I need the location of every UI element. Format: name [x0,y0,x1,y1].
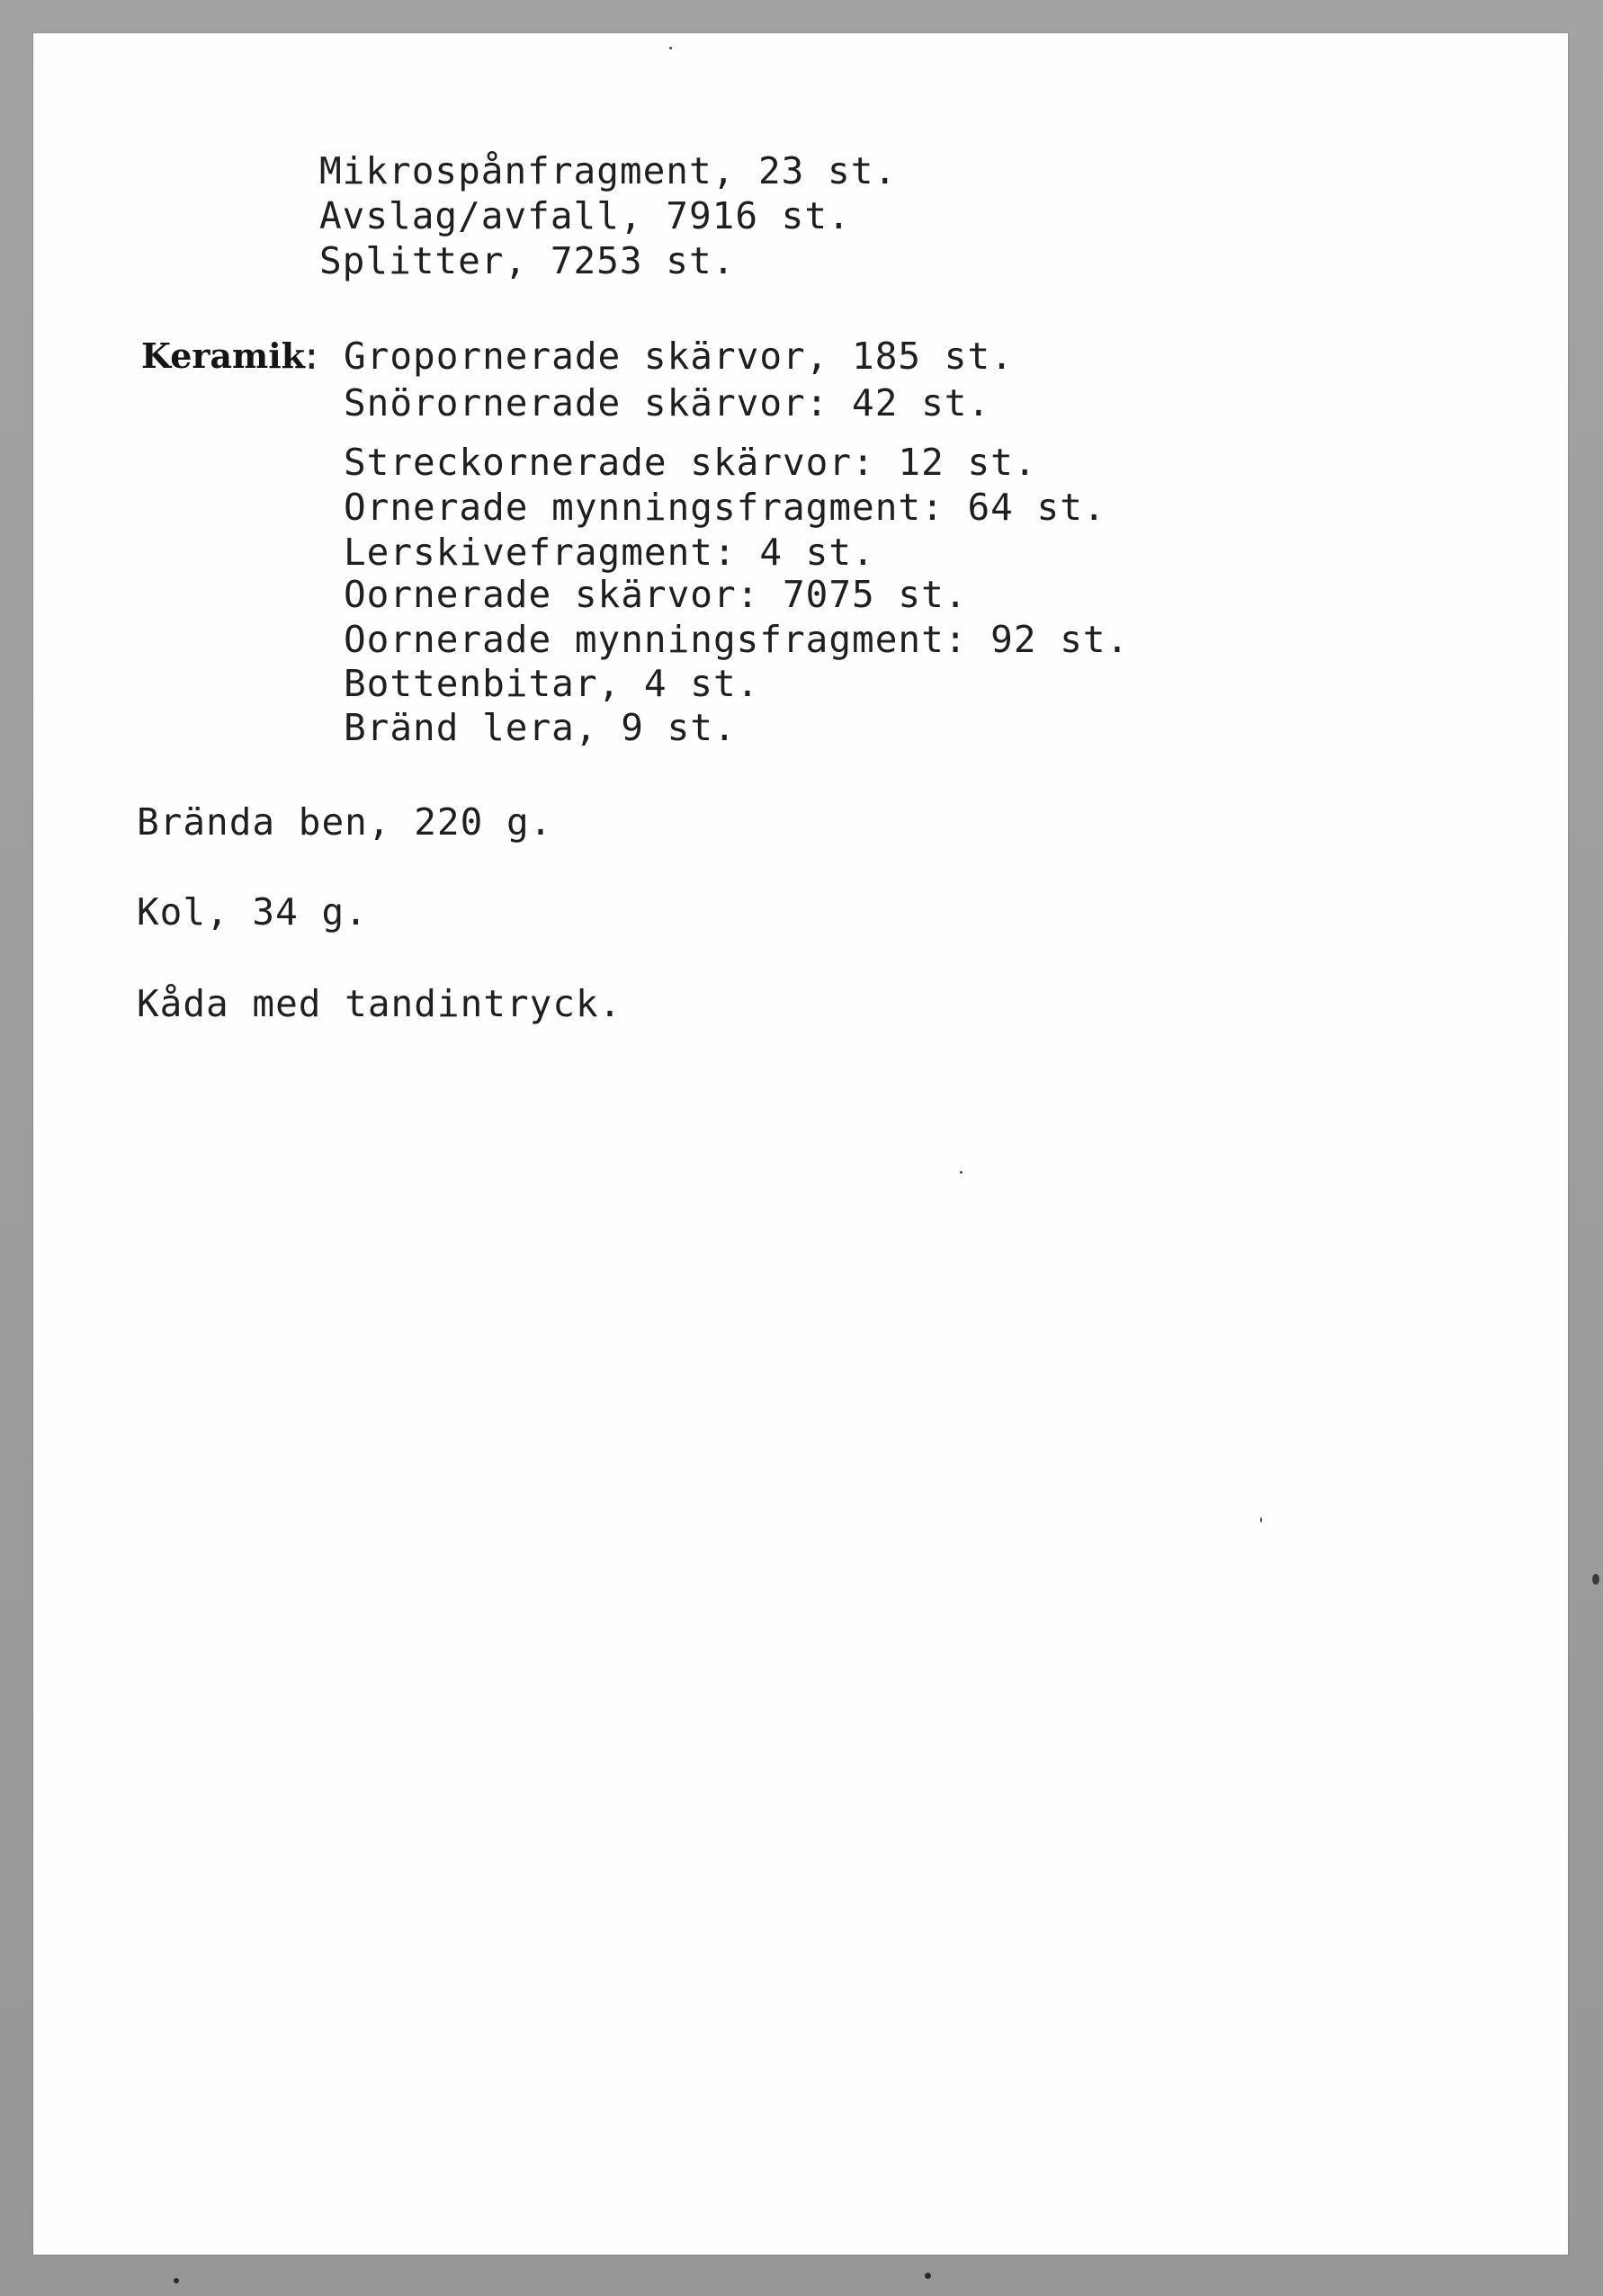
scan-speck [960,1171,963,1174]
keramik-item-ornerade-mynningsfragment: Ornerade mynningsfragment: 64 st. [344,486,1106,529]
scan-speck [174,2278,179,2283]
text-line-avslag-avfall: Avslag/avfall, 7916 st. [319,194,851,237]
text-line-kol: Kol, 34 g. [137,890,368,934]
text-line-kada: Kåda med tandintryck. [137,982,622,1025]
keramik-item-bottenbitar: Bottenbitar, 4 st. [344,662,760,705]
keramik-item-oornerade-mynningsfragment: Oornerade mynningsfragment: 92 st. [344,618,1130,661]
scan-speck [669,47,672,49]
keramik-heading-colon: : [300,335,323,378]
keramik-item-gropornerade: Gropornerade skärvor, 185 st. [344,335,1014,378]
text-line-splitter: Splitter, 7253 st. [319,239,736,282]
keramik-item-streckornerade: Streckornerade skärvor: 12 st. [344,441,1037,484]
scan-speck [1592,1574,1599,1585]
text-line-mikrospanfragment: Mikrospånfragment, 23 st. [319,149,898,192]
scan-speck [925,2273,931,2279]
keramik-heading: Keramik [141,335,305,376]
keramik-item-brand-lera: Bränd lera, 9 st. [344,706,737,749]
keramik-item-snorornerade: Snörornerade skärvor: 42 st. [344,381,991,424]
text-line-branda-ben: Brända ben, 220 g. [137,800,553,844]
scan-speck [1260,1517,1262,1523]
keramik-item-oornerade-skarvor: Oornerade skärvor: 7075 st. [344,573,968,616]
document-page [33,33,1568,2255]
keramik-item-lerskivefragment: Lerskivefragment: 4 st. [344,531,875,574]
